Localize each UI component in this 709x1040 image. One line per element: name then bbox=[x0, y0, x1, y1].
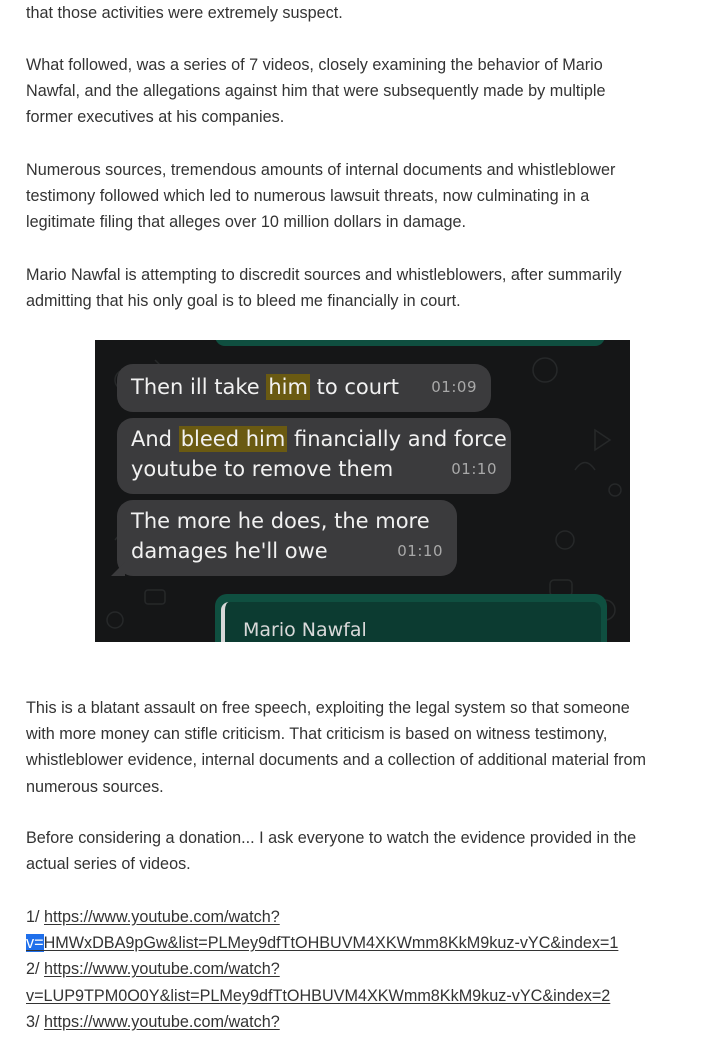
text-line: testimony followed which led to numerous lawsuit threats, now culminating in a bbox=[26, 187, 590, 206]
paragraph-sources bbox=[26, 157, 615, 236]
text-line: Before considering a donation... I ask everyone to watch the evidence provided in the bbox=[26, 829, 637, 847]
video-link-item-2-cont bbox=[26, 983, 618, 1009]
message-text: The more he does, the more bbox=[131, 509, 430, 533]
text-line: with more money can stifle criticism. That criticism is based on witness testimony, bbox=[26, 725, 608, 744]
link-number: 2/ bbox=[26, 960, 44, 979]
video-links-list bbox=[26, 904, 618, 1035]
paragraph-intro-end bbox=[26, 0, 343, 26]
quoted-message-card bbox=[215, 594, 607, 642]
link-number: 3/ bbox=[26, 1012, 44, 1031]
video-link-3[interactable]: https://www.youtube.com/watch? bbox=[44, 1012, 280, 1031]
text-line: Nawfal, and the allegations against him that were subsequently made by multiple bbox=[26, 82, 606, 101]
text-line: admitting that his only goal is to bleed me financially in court. bbox=[26, 292, 461, 311]
message-bubble-outgoing bbox=[215, 340, 605, 346]
text-line: that those activities were extremely suspect. bbox=[26, 4, 343, 22]
message-time: 01:10 bbox=[451, 460, 497, 478]
message-text: damages he'll owe bbox=[131, 539, 328, 563]
message-text: youtube to remove them bbox=[131, 457, 394, 481]
chat-screenshot-image bbox=[95, 340, 630, 642]
message-bubble-2 bbox=[117, 418, 511, 494]
paragraph-series bbox=[26, 52, 606, 131]
video-link-1-cont[interactable] bbox=[26, 934, 618, 952]
search-highlight: bleed him bbox=[180, 427, 286, 451]
text-selection: v= bbox=[26, 934, 44, 953]
text-line: Numerous sources, tremendous amounts of internal documents and whistleblower bbox=[26, 161, 616, 179]
text-line: whistleblower evidence, internal documents and a collection of additional material from bbox=[26, 751, 646, 770]
text-part: And bbox=[131, 427, 179, 451]
text-line: actual series of videos. bbox=[26, 855, 191, 874]
search-highlight: him bbox=[268, 375, 308, 399]
text-part: to court bbox=[309, 375, 399, 399]
video-link-item-1-cont bbox=[26, 930, 618, 956]
text-line: legitimate filing that alleges over 10 million dollars in damage. bbox=[26, 213, 466, 232]
message-text bbox=[131, 418, 507, 454]
video-link-item-3 bbox=[26, 1009, 618, 1035]
message-text bbox=[131, 364, 477, 402]
text-line: former executives at his companies. bbox=[26, 108, 285, 127]
text-line: This is a blatant assault on free speech, exploiting the legal system so that someone bbox=[26, 699, 630, 717]
paragraph-donation bbox=[26, 825, 636, 877]
video-link-2-cont[interactable]: v=LUP9TPM0O0Y&list=PLMey9dfTtOHBUVM4XKWmm8KkM9kuz-vYC&index=2 bbox=[26, 986, 611, 1005]
message-bubble-3 bbox=[117, 500, 457, 576]
message-time: 01:10 bbox=[397, 542, 443, 560]
link-text: HMWxDBA9pGw&list=PLMey9dfTtOHBUVM4XKWmm8KkM9kuz-vYC&index=1 bbox=[43, 934, 619, 953]
message-time: 01:09 bbox=[431, 378, 477, 396]
message-bubble-1 bbox=[117, 364, 491, 412]
link-number: 1/ bbox=[26, 908, 44, 926]
video-link-1[interactable]: https://www.youtube.com/watch? bbox=[44, 908, 280, 926]
paragraph-free-speech bbox=[26, 695, 646, 800]
text-part: Then ill take bbox=[131, 375, 267, 399]
text-part: financially and force bbox=[287, 427, 507, 451]
paragraph-discredit bbox=[26, 262, 622, 314]
text-line: What followed, was a series of 7 videos, closely examining the behavior of Mario bbox=[26, 56, 603, 74]
video-link-item-1 bbox=[26, 904, 618, 930]
quoted-message-inner bbox=[221, 602, 601, 642]
text-line: Mario Nawfal is attempting to discredit sources and whistleblowers, after summarily bbox=[26, 266, 622, 284]
video-link-item-2 bbox=[26, 956, 618, 982]
quoted-sender-name: Mario Nawfal bbox=[243, 619, 367, 641]
video-link-2[interactable]: https://www.youtube.com/watch? bbox=[44, 960, 280, 979]
text-line: numerous sources. bbox=[26, 777, 164, 796]
